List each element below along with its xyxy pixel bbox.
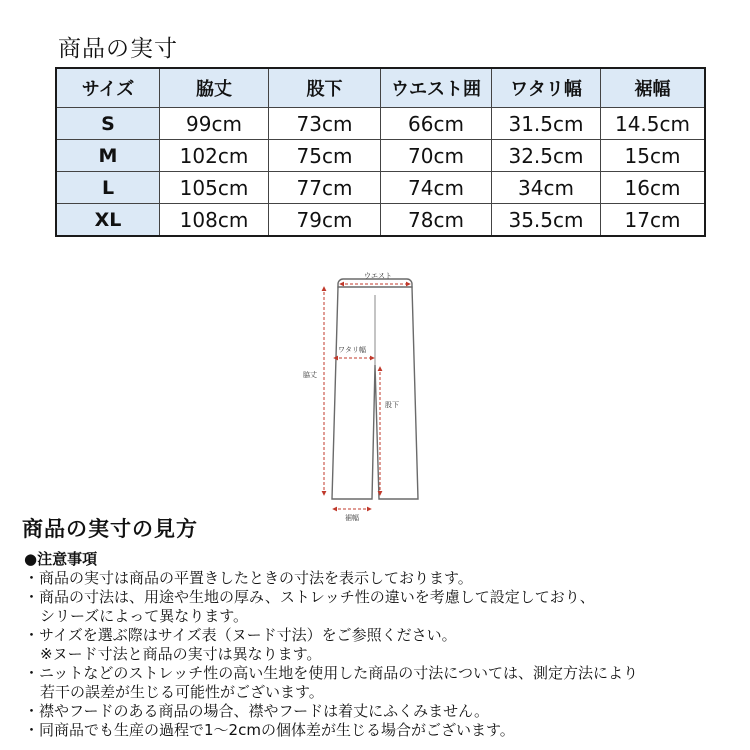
table-cell: 32.5cm <box>492 140 601 172</box>
inseam-label: 股下 <box>385 401 399 409</box>
header-waist: ウエスト囲 <box>381 68 492 108</box>
table-cell: 70cm <box>381 140 492 172</box>
page-title: 商品の実寸 <box>58 36 178 62</box>
hem-label: 裾幅 <box>345 514 359 522</box>
table-cell: 77cm <box>269 172 381 204</box>
table-cell: 15cm <box>601 140 706 172</box>
size-table <box>55 67 706 237</box>
table-cell: 99cm <box>160 108 269 140</box>
size-label: M <box>56 140 160 172</box>
note-line: 若干の誤差が生じる可能性がございます。 <box>40 683 324 701</box>
header-inseam: 股下 <box>269 68 381 108</box>
size-label: XL <box>56 204 160 237</box>
note-line: ・商品の寸法は、用途や生地の厚み、ストレッチ性の違いを考慮して設定しており、 <box>24 588 595 606</box>
note-line: ・ニットなどのストレッチ性の高い生地を使用した商品の寸法については、測定方法により <box>24 664 638 682</box>
pants-diagram <box>290 265 440 530</box>
side-length-label: 脇丈 <box>303 371 317 379</box>
note-line: ・襟やフードのある商品の場合、襟やフードは着丈にふくみません。 <box>24 702 490 720</box>
header-hem: 裾幅 <box>601 68 706 108</box>
table-cell: 14.5cm <box>601 108 706 140</box>
table-row <box>56 108 705 140</box>
table-row <box>56 140 705 172</box>
howto-title: 商品の実寸の見方 <box>22 517 198 541</box>
table-cell: 16cm <box>601 172 706 204</box>
note-line: シリーズによって異なります。 <box>40 607 249 625</box>
table-cell: 75cm <box>269 140 381 172</box>
table-cell: 79cm <box>269 204 381 237</box>
notes-section <box>24 550 638 740</box>
note-line: ・商品の実寸は商品の平置きしたときの寸法を表示しております。 <box>24 569 473 587</box>
table-cell: 73cm <box>269 108 381 140</box>
header-size: サイズ <box>56 68 160 108</box>
hem-measure <box>333 509 371 522</box>
table-cell: 105cm <box>160 172 269 204</box>
note-line: ・同商品でも生産の過程で1～2cmの個体差が生じる場合がございます。 <box>24 721 515 739</box>
table-cell: 31.5cm <box>492 108 601 140</box>
header-thigh: ワタリ幅 <box>492 68 601 108</box>
table-header-row <box>56 68 705 108</box>
table-cell: 34cm <box>492 172 601 204</box>
table-cell: 102cm <box>160 140 269 172</box>
header-side-length: 脇丈 <box>160 68 269 108</box>
pants-outline <box>332 279 418 499</box>
table-row <box>56 204 705 237</box>
table-cell: 78cm <box>381 204 492 237</box>
note-line: ・サイズを選ぶ際はサイズ表（ヌード寸法）をご参照ください。 <box>24 626 457 644</box>
notes-heading: ●注意事項 <box>24 550 98 568</box>
table-cell: 74cm <box>381 172 492 204</box>
table-cell: 66cm <box>381 108 492 140</box>
thigh-label: ワタリ幅 <box>338 346 366 354</box>
table-cell: 35.5cm <box>492 204 601 237</box>
table-cell: 108cm <box>160 204 269 237</box>
size-label: S <box>56 108 160 140</box>
table-cell: 17cm <box>601 204 706 237</box>
table-row <box>56 172 705 204</box>
side-length-measure <box>303 287 324 495</box>
note-line: ※ヌード寸法と商品の実寸は異なります。 <box>40 645 322 663</box>
waist-label: ウエスト <box>364 272 392 280</box>
size-label: L <box>56 172 160 204</box>
